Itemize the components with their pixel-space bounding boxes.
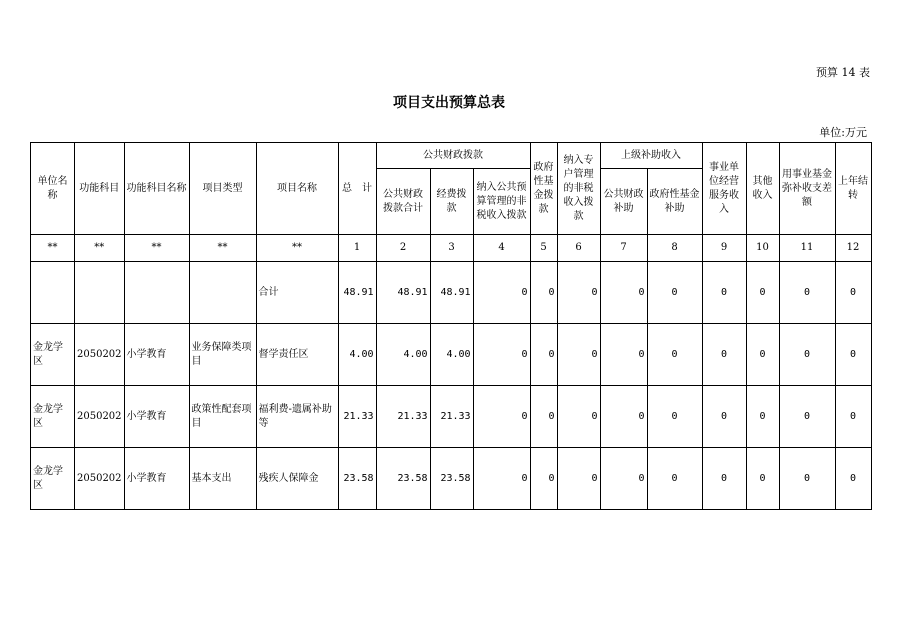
cell-func: 小学教育 xyxy=(124,324,189,386)
code-cell: ** xyxy=(256,235,338,262)
cell-func: 小学教育 xyxy=(124,448,189,510)
cell-code xyxy=(75,262,125,324)
cell-value: 0 xyxy=(702,262,746,324)
cell-code: 2050202 xyxy=(75,386,125,448)
cell-type: 政策性配套项目 xyxy=(189,386,256,448)
budget-table xyxy=(30,142,872,510)
header-public-fiscal-total: 公共财政拨款合计 xyxy=(376,169,430,235)
code-cell: ** xyxy=(189,235,256,262)
cell-value: 0 xyxy=(557,324,600,386)
cell-name: 福利费-遗属补助等 xyxy=(256,386,338,448)
code-cell: 10 xyxy=(746,235,779,262)
cell-value: 0 xyxy=(779,448,835,510)
cell-value: 21.33 xyxy=(430,386,473,448)
cell-value: 0 xyxy=(779,386,835,448)
table-row xyxy=(31,324,872,386)
header-special-non-tax: 纳入专户管理的非税收入拨款 xyxy=(557,143,600,235)
header-other-income: 其他收入 xyxy=(746,143,779,235)
cell-value: 0 xyxy=(600,448,647,510)
cell-value: 0 xyxy=(647,386,702,448)
cell-value: 0 xyxy=(746,262,779,324)
cell-value: 0 xyxy=(835,386,871,448)
cell-code: 2050202 xyxy=(75,448,125,510)
cell-value: 23.58 xyxy=(338,448,376,510)
header-project-type: 项目类型 xyxy=(189,143,256,235)
code-row xyxy=(31,235,872,262)
code-cell: 12 xyxy=(835,235,871,262)
cell-value: 0 xyxy=(600,324,647,386)
table-row-total xyxy=(31,262,872,324)
cell-value: 0 xyxy=(557,262,600,324)
cell-value: 0 xyxy=(473,448,530,510)
cell-name: 残疾人保障金 xyxy=(256,448,338,510)
code-cell: ** xyxy=(75,235,125,262)
header-total: 总 计 xyxy=(338,143,376,235)
cell-value: 0 xyxy=(746,386,779,448)
cell-value: 0 xyxy=(702,324,746,386)
header-operating: 经费拨款 xyxy=(430,169,473,235)
cell-value: 4.00 xyxy=(376,324,430,386)
header-carryover: 上年结转 xyxy=(835,143,871,235)
header-func-code: 功能科目 xyxy=(75,143,125,235)
code-cell: 6 xyxy=(557,235,600,262)
table-row xyxy=(31,448,872,510)
table-row xyxy=(31,386,872,448)
cell-value: 23.58 xyxy=(376,448,430,510)
header-gov-fund: 政府性基金拨款 xyxy=(530,143,557,235)
code-cell: ** xyxy=(31,235,75,262)
page-label: 预算 14 表 xyxy=(816,66,870,79)
cell-unit: 金龙学区 xyxy=(31,324,75,386)
header-func-name: 功能科目名称 xyxy=(124,143,189,235)
cell-value: 4.00 xyxy=(338,324,376,386)
cell-value: 0 xyxy=(647,448,702,510)
cell-value: 0 xyxy=(835,324,871,386)
code-cell: ** xyxy=(124,235,189,262)
header-superior: 上级补助收入 xyxy=(600,143,702,169)
cell-value: 0 xyxy=(557,448,600,510)
cell-value: 0 xyxy=(600,386,647,448)
code-cell: 5 xyxy=(530,235,557,262)
code-cell: 9 xyxy=(702,235,746,262)
page-title: 项目支出预算总表 xyxy=(393,95,505,111)
cell-value: 21.33 xyxy=(376,386,430,448)
header-public-fiscal: 公共财政拨款 xyxy=(376,143,530,169)
code-cell: 3 xyxy=(430,235,473,262)
cell-unit: 金龙学区 xyxy=(31,386,75,448)
cell-value: 0 xyxy=(702,448,746,510)
cell-value: 0 xyxy=(600,262,647,324)
cell-name: 合计 xyxy=(256,262,338,324)
cell-value: 48.91 xyxy=(338,262,376,324)
header-non-tax-public: 纳入公共预算管理的非税收入拨款 xyxy=(473,169,530,235)
cell-value: 0 xyxy=(746,324,779,386)
unit-label: 单位:万元 xyxy=(819,126,867,139)
cell-value: 0 xyxy=(702,386,746,448)
code-cell: 11 xyxy=(779,235,835,262)
cell-value: 4.00 xyxy=(430,324,473,386)
cell-value: 0 xyxy=(557,386,600,448)
cell-type xyxy=(189,262,256,324)
cell-type: 基本支出 xyxy=(189,448,256,510)
cell-value: 0 xyxy=(530,324,557,386)
cell-unit: 金龙学区 xyxy=(31,448,75,510)
cell-value: 0 xyxy=(779,262,835,324)
code-cell: 2 xyxy=(376,235,430,262)
cell-name: 督学责任区 xyxy=(256,324,338,386)
header-unit-name: 单位名称 xyxy=(31,143,75,235)
cell-value: 0 xyxy=(746,448,779,510)
code-cell: 1 xyxy=(338,235,376,262)
cell-value: 0 xyxy=(530,262,557,324)
header-superior-gov-fund: 政府性基金补助 xyxy=(647,169,702,235)
cell-value: 48.91 xyxy=(376,262,430,324)
cell-value: 0 xyxy=(473,386,530,448)
cell-value: 0 xyxy=(530,448,557,510)
code-cell: 8 xyxy=(647,235,702,262)
cell-value: 48.91 xyxy=(430,262,473,324)
cell-value: 0 xyxy=(530,386,557,448)
header-project-name: 项目名称 xyxy=(256,143,338,235)
cell-value: 23.58 xyxy=(430,448,473,510)
cell-value: 0 xyxy=(473,262,530,324)
cell-value: 0 xyxy=(647,262,702,324)
cell-value: 0 xyxy=(647,324,702,386)
cell-func xyxy=(124,262,189,324)
cell-func: 小学教育 xyxy=(124,386,189,448)
cell-value: 0 xyxy=(779,324,835,386)
cell-value: 0 xyxy=(835,448,871,510)
code-cell: 4 xyxy=(473,235,530,262)
cell-unit xyxy=(31,262,75,324)
header-superior-public: 公共财政补助 xyxy=(600,169,647,235)
header-business-income: 事业单位经营服务收入 xyxy=(702,143,746,235)
header-business-fund: 用事业基金弥补收支差额 xyxy=(779,143,835,235)
cell-value: 0 xyxy=(835,262,871,324)
cell-type: 业务保障类项目 xyxy=(189,324,256,386)
cell-value: 0 xyxy=(473,324,530,386)
code-cell: 7 xyxy=(600,235,647,262)
cell-code: 2050202 xyxy=(75,324,125,386)
cell-value: 21.33 xyxy=(338,386,376,448)
